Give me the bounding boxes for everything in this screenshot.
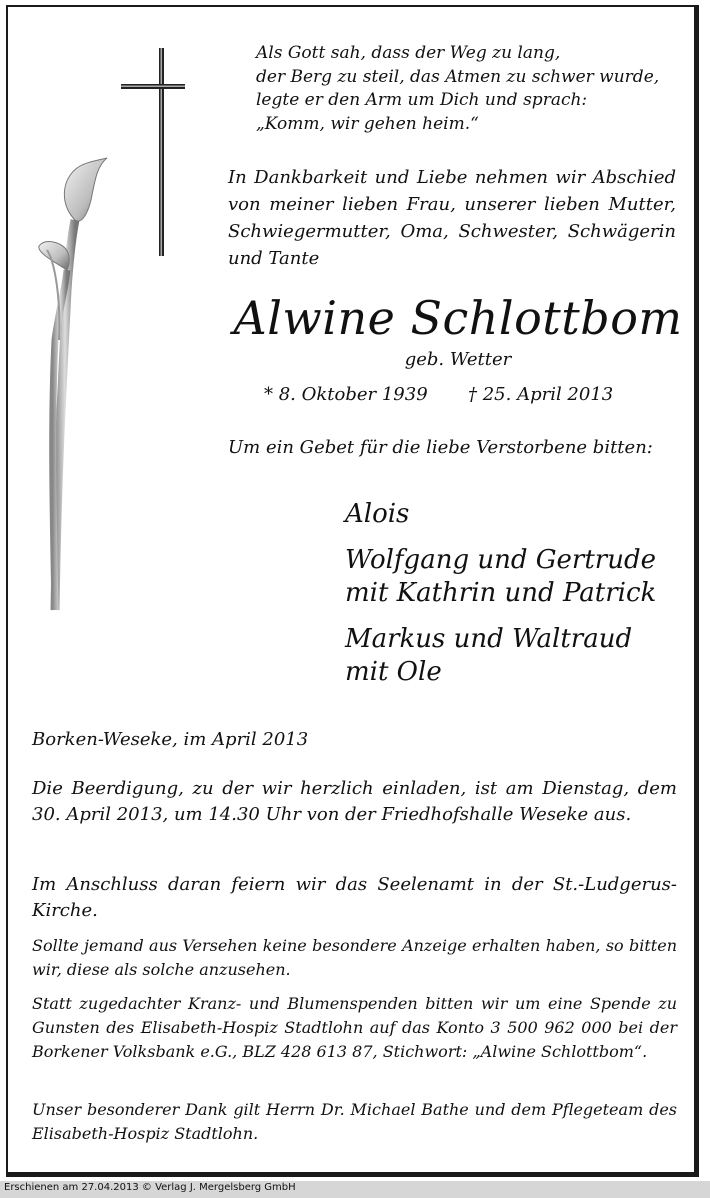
calla-lily-icon: [39, 158, 107, 610]
thanks-text: Unser besonderer Dank gilt Herrn Dr. Michael Bathe und dem Pflegeteam des Elisabeth-Hospiz Stadtlohn.: [32, 1100, 677, 1143]
mourner-line: Wolfgang und Gertrude: [345, 545, 656, 575]
maiden-name: geb. Wetter: [404, 349, 512, 370]
donation-request: Statt zugedachter Kranz- und Blumenspenden bitten wir um eine Spende zu Gunsten des Elisabeth-Hospiz Stadtlohn auf das Konto 3 500 962 000 bei der Borkener Volksbank e.G., BLZ 428 613 87, Stichwort: „Alwine Schlottbom“.: [32, 994, 677, 1061]
deceased-name: Alwine Schlottbom: [233, 291, 683, 345]
mourner-group: [345, 544, 685, 610]
mourner-group: [345, 623, 685, 689]
poem-line: der Berg zu steil, das Atmen zu schwer wurde,: [256, 66, 660, 87]
mourner-line: mit Ole: [345, 657, 442, 687]
birth-date: * 8. Oktober 1939: [264, 384, 428, 405]
publication-footer: [0, 1181, 710, 1198]
place-and-date: Borken-Weseke, im April 2013: [32, 729, 309, 750]
poem-line: Als Gott sah, dass der Weg zu lang,: [256, 43, 561, 63]
poem-line: legte er den Arm um Dich und sprach:: [256, 90, 588, 110]
mourners-list: [345, 498, 685, 702]
cross-and-calla-lily-illustration: [25, 40, 185, 620]
poem: [256, 42, 676, 136]
poem-line: „Komm, wir gehen heim.“: [256, 113, 479, 134]
mourner-line: Alois: [345, 499, 410, 529]
death-date: † 25. April 2013: [468, 384, 614, 405]
mourner-line: mit Kathrin und Patrick: [345, 578, 657, 608]
funeral-notice: Die Beerdigung, zu der wir herzlich einladen, ist am Dienstag, dem 30. April 2013, um 14.30 Uhr von der Friedhofshalle Weseke aus.: [32, 778, 677, 825]
prayer-request: Um ein Gebet für die liebe Verstorbene bitten:: [228, 437, 653, 458]
intro-text: In Dankbarkeit und Liebe nehmen wir Abschied von meiner lieben Frau, unserer lieben Mutter, Schwiegermutter, Oma, Schwester, Schwägerin und Tante: [228, 167, 676, 269]
missed-notice-text: Sollte jemand aus Versehen keine besondere Anzeige erhalten haben, so bitten wir, diese als solche anzusehen.: [32, 936, 677, 979]
requiem-notice: Im Anschluss daran feiern wir das Seelenamt in der St.-Ludgerus-Kirche.: [32, 874, 677, 921]
cross-icon: [121, 48, 185, 256]
mourner-group: [345, 498, 685, 531]
footer-text: Erschienen am 27.04.2013 © Verlag J. Mergelsberg GmbH: [4, 1182, 296, 1193]
mourner-line: Markus und Waltraud: [345, 624, 633, 654]
